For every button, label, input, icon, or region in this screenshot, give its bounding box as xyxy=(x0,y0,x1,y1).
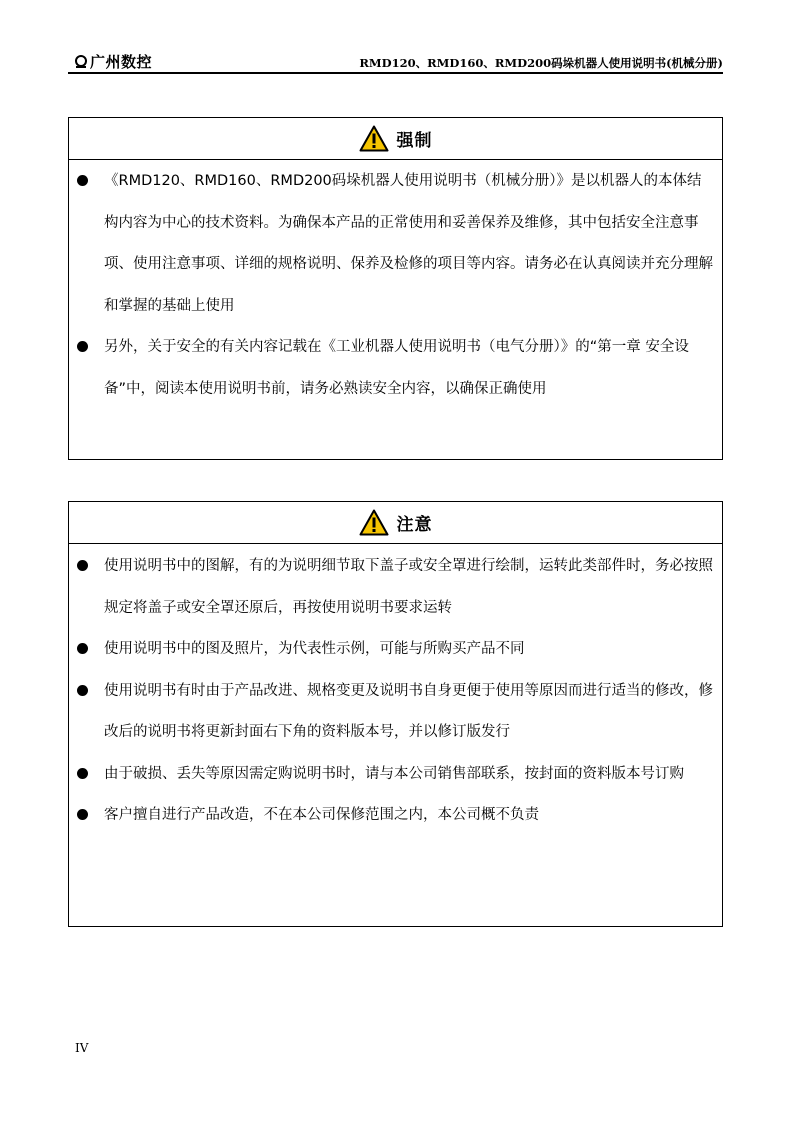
header-divider xyxy=(68,72,723,74)
page-header xyxy=(68,52,723,72)
bullet xyxy=(77,809,88,820)
warning-icon xyxy=(359,125,389,152)
document-title: RMD120、RMD160、RMD200码垛机器人使用说明书(机械分册) xyxy=(359,56,723,70)
mandatory-box xyxy=(68,117,723,460)
caution-title: 注意 xyxy=(396,515,433,535)
warning-icon xyxy=(359,509,389,536)
bullet xyxy=(77,643,88,654)
caution-header xyxy=(69,502,722,544)
bullet xyxy=(77,175,88,186)
mandatory-header xyxy=(69,118,722,160)
mandatory-title: 强制 xyxy=(396,131,433,151)
bullet xyxy=(77,768,88,779)
caution-box xyxy=(68,501,723,927)
bullet xyxy=(77,685,88,696)
list-item: 由于破损、丢失等原因需定购说明书时，请与本公司销售部联系，按封面的资料版本号订购 xyxy=(69,754,722,796)
list-item: 使用说明书有时由于产品改进、规格变更及说明书自身更便于使用等原因而进行适当的修改，修改后的说明书将更新封面右下角的资料版本号，并以修订版发行 xyxy=(69,671,722,754)
list-item: 使用说明书中的图解，有的为说明细节取下盖子或安全罩进行绘制，运转此类部件时，务必按照规定将盖子或安全罩还原后，再按使用说明书要求运转 xyxy=(69,546,722,629)
gsk-logo-icon xyxy=(74,55,88,69)
bullet xyxy=(77,560,88,571)
list-item: 《RMD120、RMD160、RMD200码垛机器人使用说明书（机械分册）》是以机器人的本体结构内容为中心的技术资料。为确保本产品的正常使用和妥善保养及维修，其中包括安全注意事项、使用注意事项、详细的规格说明、保养及检修的项目等内容。请务必在认真阅读并充分理解和掌握的基础上使用 xyxy=(69,161,722,327)
list-item: 使用说明书中的图及照片，为代表性示例，可能与所购买产品不同 xyxy=(69,629,722,671)
page-number: IV xyxy=(75,1041,89,1055)
list-item: 另外，关于安全的有关内容记载在《工业机器人使用说明书（电气分册）》的“第一章 安全设备”中，阅读本使用说明书前，请务必熟读安全内容，以确保正确使用 xyxy=(69,327,722,410)
bullet xyxy=(77,341,88,352)
caution-list xyxy=(69,544,722,837)
mandatory-list xyxy=(69,160,722,410)
list-item: 客户擅自进行产品改造，不在本公司保修范围之内，本公司概不负责 xyxy=(69,795,722,837)
logo-text: 广州数控 xyxy=(90,53,153,71)
company-logo xyxy=(74,53,152,71)
